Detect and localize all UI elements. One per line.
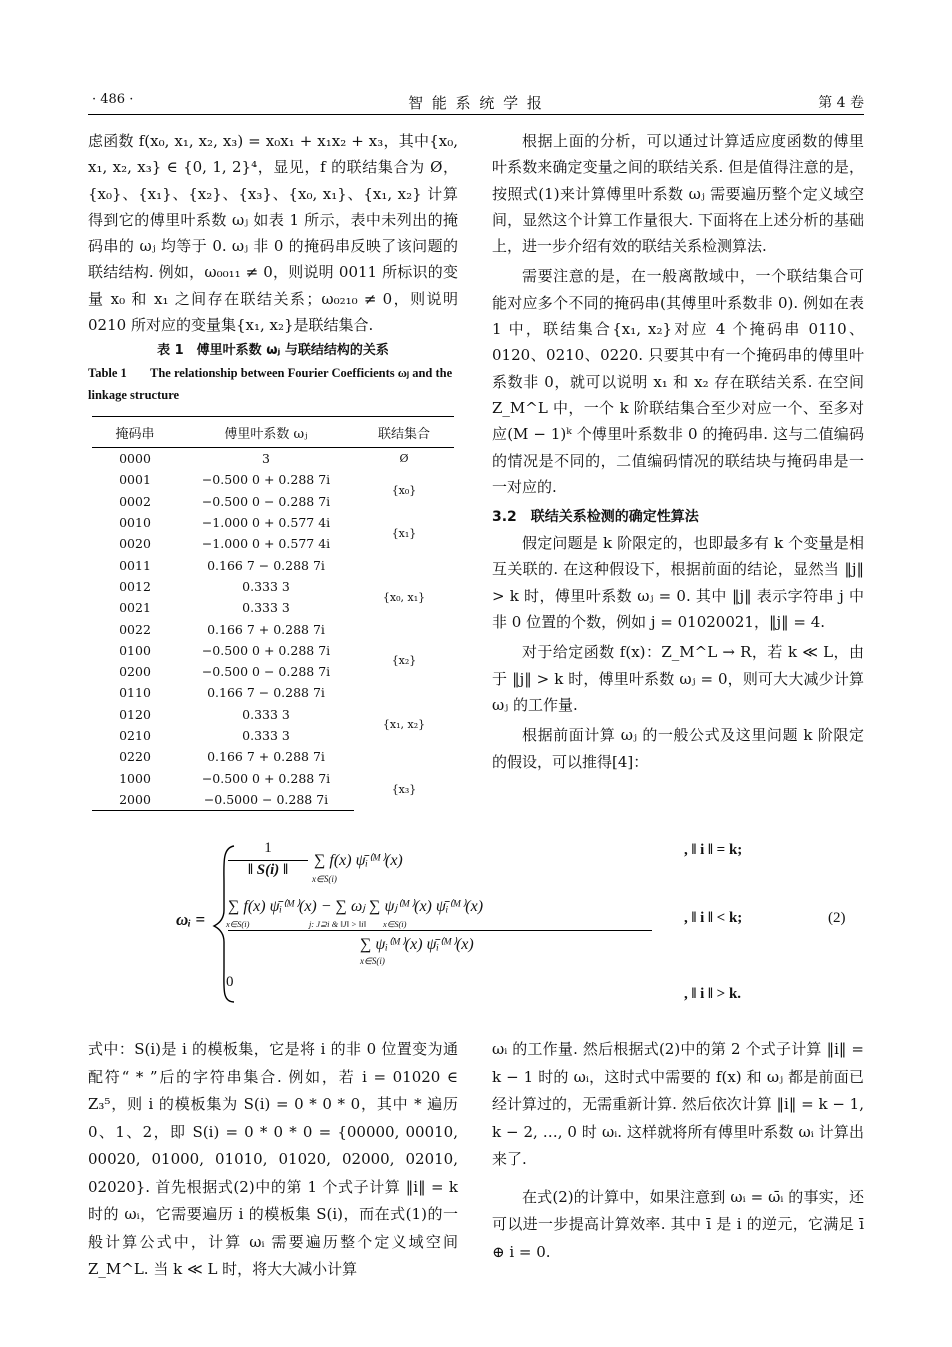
link-cell: {x₃} — [391, 782, 417, 796]
paragraph: 根据上面的分析，可以通过计算适应度函数的傅里叶系数来确定变量之间的联结关系. 但是值得注意的是，按照式(1)来计算傅里叶系数 ωⱼ 需要遍历整个定义域空间，显然这个计算工作量很大. 下面将在上述分析的基础上，进一步介绍有效的联结关系检测算法. — [492, 132, 864, 256]
mask-cell: 0001 — [119, 472, 151, 488]
bottom-right-text — [492, 1036, 864, 1266]
coef-cell: −1.000 0 + 0.577 4i — [201, 536, 331, 552]
mask-cell: 0012 — [119, 578, 151, 594]
volume-label: 第 4 卷 — [818, 95, 864, 111]
mask-cell: 0022 — [119, 621, 151, 637]
mask-cell: 0110 — [119, 685, 151, 701]
left-column-text — [88, 128, 458, 338]
page-number: · 486 · — [92, 92, 134, 107]
condition-3: , ‖ i ‖ > k. — [684, 986, 742, 1002]
paragraph: 在式(2)的计算中，如果注意到 ωᵢ = ω̄ᵢ 的事实，还可以进一步提高计算效率. 其中 ī 是 i 的逆元，它满足 ī ⊕ i = 0. — [492, 1187, 864, 1261]
coef-cell: 0.166 7 + 0.288 7i — [207, 749, 325, 765]
case1-sum: ∑ f(x) ψ̄ᵢ⁽ᴹ⁾(x) — [314, 852, 403, 869]
paragraph: ωᵢ 的工作量. 然后根据式(2)中的第 2 个式子计算 ‖i‖ = k − 1 时的 ωᵢ，这时式中需要的 f(x) 和 ωⱼ 都是前面已经计算过的，无需重新计算. 然后依次计算 ‖i‖ = k − 1, k − 2, …, 0 时 ωᵢ. 这样就将所有傅里叶系数 ωᵢ 计算出来了. — [492, 1040, 864, 1168]
header-link: 联结集合 — [354, 417, 454, 448]
coef-cell: 0.333 3 — [242, 728, 290, 743]
bottom-left-text — [88, 1036, 458, 1284]
table-caption-en — [88, 362, 458, 406]
link-cell: {x₀} — [391, 484, 417, 498]
coef-cell: 0.166 7 + 0.288 7i — [207, 621, 325, 637]
table-row — [92, 640, 454, 661]
coef-cell: 0.166 7 − 0.288 7i — [207, 557, 325, 573]
table-body — [92, 448, 454, 811]
fraction-bar — [228, 860, 308, 861]
link-cell: {x₀, x₁} — [382, 590, 426, 604]
coef-cell: −0.500 0 + 0.288 7i — [201, 642, 331, 658]
table-row — [92, 682, 454, 703]
paragraph: 根据前面计算 ωⱼ 的一般公式及这里问题 k 阶限定的假设，可以推得[4]： — [492, 726, 864, 771]
mask-cell: 0100 — [119, 642, 151, 658]
condition-2: , ‖ i ‖ < k; — [684, 910, 743, 926]
header-rule — [88, 114, 864, 115]
coef-cell: −0.500 0 − 0.288 7i — [201, 664, 331, 680]
paragraph: 式中：S(i)是 i 的模板集，它是将 i 的非 0 位置变为通配符“ * ”后的字符串集合. 例如，若 i = 01020 ∈ Z₃⁵，则 i 的模板集为 S(i) = 0 * 0 * 0，其中 * 遍历 0、1、2，即 S(i) = 0 * 0 * 0 = {00000, 00010, 00020, 01000, 01010, 01020, 02000, 02010, 02020}. 首先根据式(2)中的第 1 个式子计算 ‖i‖ = k 时的 ωᵢ，它需要遍历 i 的模板集 S(i)，而在式(1)的一般计算公式中，计算 ωᵢ 需要遍历整个定义域空间 Z_M^L. 当 k ≪ L 时，将大大减小计算 — [88, 1040, 458, 1278]
coef-cell: −1.000 0 + 0.577 4i — [201, 515, 331, 531]
mask-cell: 0220 — [119, 749, 151, 765]
case1-sum-index: x∈S(i) — [312, 874, 337, 884]
link-cell: {x₁, x₂} — [382, 718, 426, 732]
paragraph: 虑函数 f(x₀, x₁, x₂, x₃) = x₀x₁ + x₁x₂ + x₃，其中{x₀, x₁, x₂, x₃} ∈ {0, 1, 2}⁴，显见，f 的联结集合为 Ø，{x₀}、{x₁}、{x₂}、{x₃}、{x₀, x₁}、{x₁, x₂} 计算得到它的傅里叶系数 ωⱼ 如表 1 所示，表中未列出的掩码串的 ωⱼ 均等于 0. ωⱼ 非 0 的掩码串反映了该问题的联结结构. 例如，ω₀₀₁₁ ≠ 0，则说明 0011 所标识的变量 x₀ 和 x₁ 之间存在联结关系；ω₀₂₁₀ ≠ 0，则说明 0210 所对应的变量集{x₁, x₂}是联结集合. — [88, 132, 458, 335]
mask-cell: 0021 — [119, 600, 151, 616]
coef-cell: 3 — [262, 451, 270, 467]
right-column-text — [492, 128, 864, 775]
case3-value: 0 — [226, 974, 234, 990]
mask-cell: 2000 — [92, 789, 178, 811]
case2-denominator-index: x∈S(i) — [360, 956, 385, 966]
table-caption-label: Table 1 — [88, 366, 127, 380]
table-caption — [88, 340, 458, 406]
link-cell: Ø — [399, 452, 409, 466]
table-row — [92, 767, 454, 788]
table-header-row — [92, 417, 454, 448]
mask-cell: 0002 — [119, 493, 151, 509]
fraction-bar — [228, 930, 652, 931]
mask-cell: 0010 — [119, 515, 151, 531]
mask-cell: 0011 — [119, 557, 151, 573]
coef-cell: 0.166 7 − 0.288 7i — [207, 685, 325, 701]
mask-cell: 1000 — [119, 770, 151, 786]
mask-cell: 0200 — [119, 664, 151, 680]
fourier-table — [92, 416, 454, 811]
journal-title: 智 能 系 统 学 报 — [408, 94, 544, 112]
mask-cell: 0000 — [119, 451, 151, 467]
link-cell: {x₁} — [391, 526, 417, 540]
coef-cell: 0.333 3 — [242, 706, 290, 722]
paragraph: 假定问题是 k 阶限定的，也即最多有 k 个变量是相互关联的. 在这种假设下，根据前面的结论，显然当 ‖j‖ > k 时，傅里叶系数 ωⱼ = 0. 其中 ‖j‖ 表示字符串 j 中非 0 位置的个数，例如 j = 01020021，‖j‖ = 4. — [492, 534, 864, 632]
equation-2 — [88, 836, 864, 1026]
header-coef: 傅里叶系数 ωⱼ — [178, 417, 354, 448]
case1-denominator: ‖ S(i) ‖ — [247, 862, 289, 878]
case2-denominator: ∑ ψᵢ⁽ᴹ⁾(x) ψ̄ᵢ⁽ᴹ⁾(x) — [360, 936, 474, 953]
coef-cell: −0.500 0 + 0.288 7i — [201, 770, 331, 786]
table-caption-en-text: The relationship between Fourier Coefficients ωⱼ and the linkage structure — [88, 366, 453, 402]
condition-1: , ‖ i ‖ = k; — [684, 842, 743, 858]
paragraph: 需要注意的是，在一般离散域中，一个联结集合可能对应多个不同的掩码串(其傅里叶系数非 0). 例如在表 1 中，联结集合{x₁, x₂}对应 4 个掩码串 0110、0120、0210、0220. 只要其中有一个掩码串的傅里叶系数非 0，就可以说明 x₁ 和 x₂ 存在联结关系. 在空间 Z_M^L 中，一个 k 阶联结集合至少对应一个、至多对应(M − 1)ᵏ 个傅里叶系数非 0 的掩码串. 这与二值编码的情况是不同的，二值编码情况的联结块与掩码串是一一对应的. — [492, 267, 864, 496]
paragraph: 对于给定函数 f(x)：Z_M^L → R，若 k ≪ L，由于 ‖j‖ > k 时，傅里叶系数 ωⱼ = 0，则可大大减少计算 ωⱼ 的工作量. — [492, 643, 864, 714]
case2-numerator: ∑ f(x) ψ̄ᵢ⁽ᴹ⁾(x) − ∑ ωⱼ ∑ ψⱼ⁽ᴹ⁾(x) ψ̄ᵢ⁽ᴹ⁾(x) — [228, 898, 484, 915]
coef-cell: −0.5000 − 0.288 7i — [178, 789, 354, 811]
mask-cell: 0120 — [119, 706, 151, 722]
table-row — [92, 469, 454, 490]
mask-cell: 0020 — [119, 536, 151, 552]
mask-cell: 0210 — [119, 728, 151, 743]
table-row — [92, 448, 454, 470]
coef-cell: 0.333 3 — [242, 600, 290, 616]
case1-numerator: 1 — [264, 840, 272, 856]
case2-numerator-index: x∈S(i) j: J⊇i & ‖J‖ > ‖i‖ x∈S(i) — [226, 919, 407, 929]
header-mask: 掩码串 — [92, 417, 178, 448]
table-row — [92, 554, 454, 575]
section-heading: 3.2 联结关系检测的确定性算法 — [492, 509, 699, 526]
equation-number: (2) — [828, 910, 846, 926]
coef-cell: 0.333 3 — [242, 578, 290, 594]
table-caption-cn: 表 1 傅里叶系数 ωⱼ 与联结结构的关系 — [157, 343, 389, 358]
table-row — [92, 512, 454, 533]
equation-lhs: ωᵢ = — [176, 910, 206, 929]
coef-cell: −0.500 0 − 0.288 7i — [201, 493, 331, 509]
coef-cell: −0.500 0 + 0.288 7i — [201, 472, 331, 488]
link-cell: {x₂} — [391, 654, 417, 668]
